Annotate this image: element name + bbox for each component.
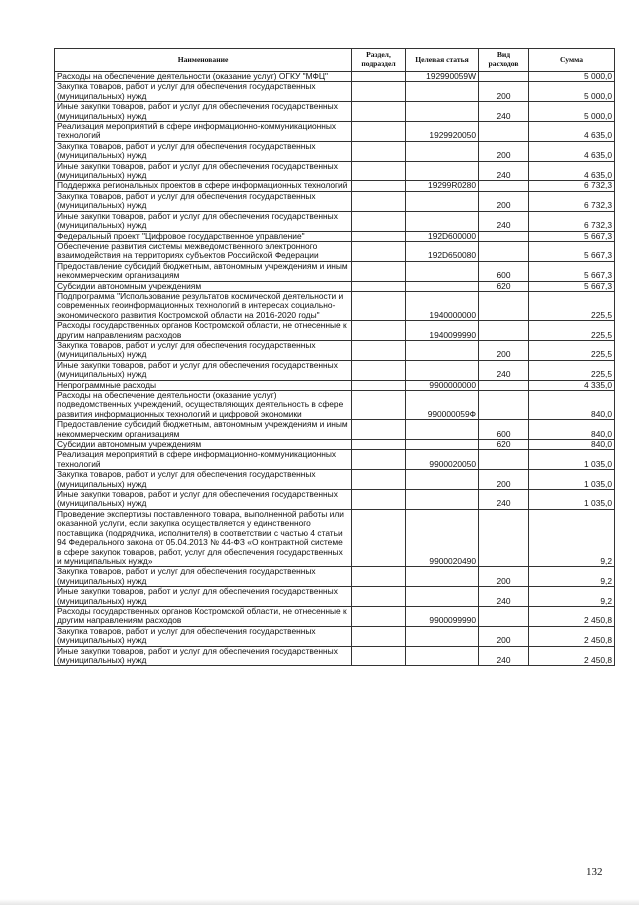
row-article-cell [406, 470, 479, 490]
table-row [55, 141, 615, 161]
row-article-cell: 990000059Ф [406, 391, 479, 420]
row-sum-cell: 5 667,3 [529, 241, 615, 261]
row-name-cell: Закупка товаров, работ и услуг для обеспечения государственных (муниципальных) нужд [55, 191, 352, 211]
row-kind-cell: 240 [479, 161, 529, 181]
row-article-cell [406, 626, 479, 646]
row-section-cell [352, 490, 406, 510]
row-kind-cell [479, 181, 529, 191]
row-article-cell [406, 490, 479, 510]
row-sum-cell: 6 732,3 [529, 211, 615, 231]
row-name-cell: Закупка товаров, работ и услуг для обеспечения государственных (муниципальных) нужд [55, 626, 352, 646]
row-article-cell [406, 102, 479, 122]
header-article: Целевая статья [406, 49, 479, 72]
row-name-cell: Обеспечение развития системы межведомственного электронного взаимодействия на территориях субъектов Российской Федерации [55, 241, 352, 261]
budget-table [54, 48, 615, 666]
row-article-cell [406, 360, 479, 380]
row-article-cell [406, 161, 479, 181]
table-row [55, 567, 615, 587]
table-row [55, 470, 615, 490]
row-sum-cell: 4 635,0 [529, 141, 615, 161]
row-sum-cell: 225,5 [529, 291, 615, 320]
row-sum-cell: 225,5 [529, 340, 615, 360]
row-name-cell: Предоставление субсидий бюджетным, автономным учреждениям и иным некоммерческим организациям [55, 420, 352, 440]
row-article-cell: 9900000000 [406, 380, 479, 390]
table-row [55, 380, 615, 390]
row-kind-cell [479, 380, 529, 390]
row-sum-cell: 840,0 [529, 391, 615, 420]
row-sum-cell: 9,2 [529, 567, 615, 587]
row-kind-cell [479, 241, 529, 261]
row-section-cell [352, 440, 406, 450]
row-section-cell [352, 281, 406, 291]
row-section-cell [352, 161, 406, 181]
row-name-cell: Реализация мероприятий в сфере информационно-коммуникационных технологий [55, 450, 352, 470]
table-row [55, 420, 615, 440]
header-name: Наименование [55, 49, 352, 72]
row-section-cell [352, 231, 406, 241]
row-kind-cell: 200 [479, 191, 529, 211]
row-kind-cell: 240 [479, 490, 529, 510]
row-section-cell [352, 626, 406, 646]
table-row [55, 231, 615, 241]
row-sum-cell: 4 635,0 [529, 161, 615, 181]
row-article-cell: 192990059W [406, 72, 479, 82]
row-section-cell [352, 391, 406, 420]
table-row [55, 161, 615, 181]
row-kind-cell [479, 231, 529, 241]
table-row [55, 281, 615, 291]
header-kind: Вид расходов [479, 49, 529, 72]
table-row [55, 72, 615, 82]
table-row [55, 646, 615, 666]
row-name-cell: Иные закупки товаров, работ и услуг для обеспечения государственных (муниципальных) нужд [55, 646, 352, 666]
row-name-cell: Расходы государственных органов Костромской области, не отнесенные к другим направлениям расходов [55, 321, 352, 341]
row-sum-cell: 840,0 [529, 420, 615, 440]
row-kind-cell: 620 [479, 440, 529, 450]
row-sum-cell: 2 450,8 [529, 606, 615, 626]
row-section-cell [352, 380, 406, 390]
table-row [55, 440, 615, 450]
table-row [55, 191, 615, 211]
row-sum-cell: 1 035,0 [529, 450, 615, 470]
row-sum-cell: 5 000,0 [529, 72, 615, 82]
table-row [55, 122, 615, 142]
row-section-cell [352, 72, 406, 82]
row-kind-cell: 200 [479, 82, 529, 102]
row-name-cell: Иные закупки товаров, работ и услуг для обеспечения государственных (муниципальных) нужд [55, 211, 352, 231]
row-name-cell: Иные закупки товаров, работ и услуг для обеспечения государственных (муниципальных) нужд [55, 360, 352, 380]
row-kind-cell [479, 509, 529, 566]
page-number: 132 [586, 866, 603, 878]
row-kind-cell: 240 [479, 646, 529, 666]
table-row [55, 606, 615, 626]
table-header-row [55, 49, 615, 72]
row-sum-cell: 6 732,3 [529, 181, 615, 191]
row-name-cell: Предоставление субсидий бюджетным, автономным учреждениям и иным некоммерческим организациям [55, 261, 352, 281]
row-kind-cell: 240 [479, 211, 529, 231]
row-section-cell [352, 291, 406, 320]
row-section-cell [352, 102, 406, 122]
row-article-cell: 1929920050 [406, 122, 479, 142]
scan-edge [0, 899, 639, 905]
row-section-cell [352, 360, 406, 380]
row-section-cell [352, 450, 406, 470]
row-kind-cell: 200 [479, 626, 529, 646]
row-kind-cell [479, 391, 529, 420]
row-sum-cell: 5 667,3 [529, 261, 615, 281]
row-article-cell: 1940099990 [406, 321, 479, 341]
row-sum-cell: 4 335,0 [529, 380, 615, 390]
table-row [55, 211, 615, 231]
row-sum-cell: 5 000,0 [529, 102, 615, 122]
row-name-cell: Иные закупки товаров, работ и услуг для обеспечения государственных (муниципальных) нужд [55, 587, 352, 607]
row-name-cell: Подпрограмма "Использование результатов космической деятельности и современных геоинформационных технологий в интересах социально-экономического развития Костромской области на 2016-2020 годы" [55, 291, 352, 320]
row-name-cell: Непрограммные расходы [55, 380, 352, 390]
row-name-cell: Федеральный проект "Цифровое государственное управление" [55, 231, 352, 241]
row-name-cell: Закупка товаров, работ и услуг для обеспечения государственных (муниципальных) нужд [55, 340, 352, 360]
row-sum-cell: 4 635,0 [529, 122, 615, 142]
row-name-cell: Иные закупки товаров, работ и услуг для обеспечения государственных (муниципальных) нужд [55, 490, 352, 510]
row-section-cell [352, 340, 406, 360]
row-name-cell: Субсидии автономным учреждениям [55, 440, 352, 450]
row-section-cell [352, 321, 406, 341]
row-kind-cell: 200 [479, 470, 529, 490]
row-section-cell [352, 82, 406, 102]
row-kind-cell [479, 450, 529, 470]
row-article-cell [406, 261, 479, 281]
table-row [55, 261, 615, 281]
row-sum-cell: 1 035,0 [529, 470, 615, 490]
row-kind-cell [479, 122, 529, 142]
table-row [55, 450, 615, 470]
row-article-cell [406, 211, 479, 231]
row-article-cell: 9900020050 [406, 450, 479, 470]
row-section-cell [352, 191, 406, 211]
row-article-cell: 192D600000 [406, 231, 479, 241]
row-name-cell: Расходы государственных органов Костромской области, не отнесенные к другим направлениям расходов [55, 606, 352, 626]
header-section: Раздел, подраздел [352, 49, 406, 72]
row-kind-cell: 600 [479, 261, 529, 281]
row-section-cell [352, 122, 406, 142]
row-kind-cell [479, 321, 529, 341]
row-sum-cell: 225,5 [529, 360, 615, 380]
row-article-cell: 19299R0280 [406, 181, 479, 191]
table-row [55, 241, 615, 261]
row-article-cell [406, 281, 479, 291]
row-section-cell [352, 181, 406, 191]
row-article-cell [406, 567, 479, 587]
row-sum-cell: 2 450,8 [529, 626, 615, 646]
row-sum-cell: 9,2 [529, 587, 615, 607]
row-kind-cell [479, 291, 529, 320]
row-name-cell: Субсидии автономным учреждениям [55, 281, 352, 291]
table-row [55, 102, 615, 122]
row-name-cell: Поддержка региональных проектов в сфере информационных технологий [55, 181, 352, 191]
table-row [55, 391, 615, 420]
table-row [55, 360, 615, 380]
row-kind-cell: 200 [479, 567, 529, 587]
row-section-cell [352, 420, 406, 440]
row-kind-cell: 240 [479, 102, 529, 122]
row-section-cell [352, 646, 406, 666]
row-sum-cell: 5 667,3 [529, 231, 615, 241]
row-kind-cell [479, 72, 529, 82]
row-article-cell: 1940000000 [406, 291, 479, 320]
row-section-cell [352, 587, 406, 607]
row-section-cell [352, 241, 406, 261]
row-name-cell: Проведение экспертизы поставленного товара, выполненной работы или оказанной услуги, если закупка осуществляется у единственного поставщика (подрядчика, исполнителя) в соответствии с частью 4 статьи 94 Федерального закона от 05.04.2013 № 44-ФЗ «О контрактной системе в сфере закупок товаров, работ, услуг для обеспечения государственных и муниципальных нужд» [55, 509, 352, 566]
row-sum-cell: 5 667,3 [529, 281, 615, 291]
table-row [55, 82, 615, 102]
row-article-cell [406, 420, 479, 440]
row-sum-cell: 5 000,0 [529, 82, 615, 102]
row-name-cell: Расходы на обеспечение деятельности (оказание услуг) подведомственных учреждений, осуществляющих деятельность в сфере развития информационных технологий и цифровой экономики [55, 391, 352, 420]
table-row [55, 509, 615, 566]
row-section-cell [352, 509, 406, 566]
row-section-cell [352, 211, 406, 231]
table-row [55, 626, 615, 646]
row-section-cell [352, 567, 406, 587]
row-name-cell: Иные закупки товаров, работ и услуг для обеспечения государственных (муниципальных) нужд [55, 102, 352, 122]
row-sum-cell: 6 732,3 [529, 191, 615, 211]
row-sum-cell: 9,2 [529, 509, 615, 566]
row-article-cell [406, 82, 479, 102]
row-name-cell: Расходы на обеспечение деятельности (оказание услуг) ОГКУ "МФЦ" [55, 72, 352, 82]
header-sum: Сумма [529, 49, 615, 72]
row-name-cell: Закупка товаров, работ и услуг для обеспечения государственных (муниципальных) нужд [55, 141, 352, 161]
row-article-cell [406, 340, 479, 360]
row-name-cell: Закупка товаров, работ и услуг для обеспечения государственных (муниципальных) нужд [55, 567, 352, 587]
row-kind-cell: 600 [479, 420, 529, 440]
row-sum-cell: 1 035,0 [529, 490, 615, 510]
row-kind-cell: 240 [479, 360, 529, 380]
row-kind-cell: 240 [479, 587, 529, 607]
table-row [55, 291, 615, 320]
table-row [55, 587, 615, 607]
row-article-cell [406, 191, 479, 211]
row-section-cell [352, 470, 406, 490]
table-row [55, 340, 615, 360]
row-section-cell [352, 261, 406, 281]
row-article-cell: 9900099990 [406, 606, 479, 626]
table-row [55, 490, 615, 510]
row-article-cell [406, 141, 479, 161]
row-sum-cell: 225,5 [529, 321, 615, 341]
table-row [55, 321, 615, 341]
row-name-cell: Иные закупки товаров, работ и услуг для обеспечения государственных (муниципальных) нужд [55, 161, 352, 181]
row-name-cell: Закупка товаров, работ и услуг для обеспечения государственных (муниципальных) нужд [55, 82, 352, 102]
row-section-cell [352, 141, 406, 161]
row-sum-cell: 2 450,8 [529, 646, 615, 666]
row-article-cell [406, 646, 479, 666]
row-kind-cell: 200 [479, 340, 529, 360]
row-article-cell: 192D650080 [406, 241, 479, 261]
row-sum-cell: 840,0 [529, 440, 615, 450]
table-row [55, 181, 615, 191]
row-section-cell [352, 606, 406, 626]
row-article-cell: 9900020490 [406, 509, 479, 566]
row-kind-cell [479, 606, 529, 626]
row-kind-cell: 200 [479, 141, 529, 161]
row-kind-cell: 620 [479, 281, 529, 291]
row-name-cell: Реализация мероприятий в сфере информационно-коммуникационных технологий [55, 122, 352, 142]
row-article-cell [406, 587, 479, 607]
row-article-cell [406, 440, 479, 450]
row-name-cell: Закупка товаров, работ и услуг для обеспечения государственных (муниципальных) нужд [55, 470, 352, 490]
